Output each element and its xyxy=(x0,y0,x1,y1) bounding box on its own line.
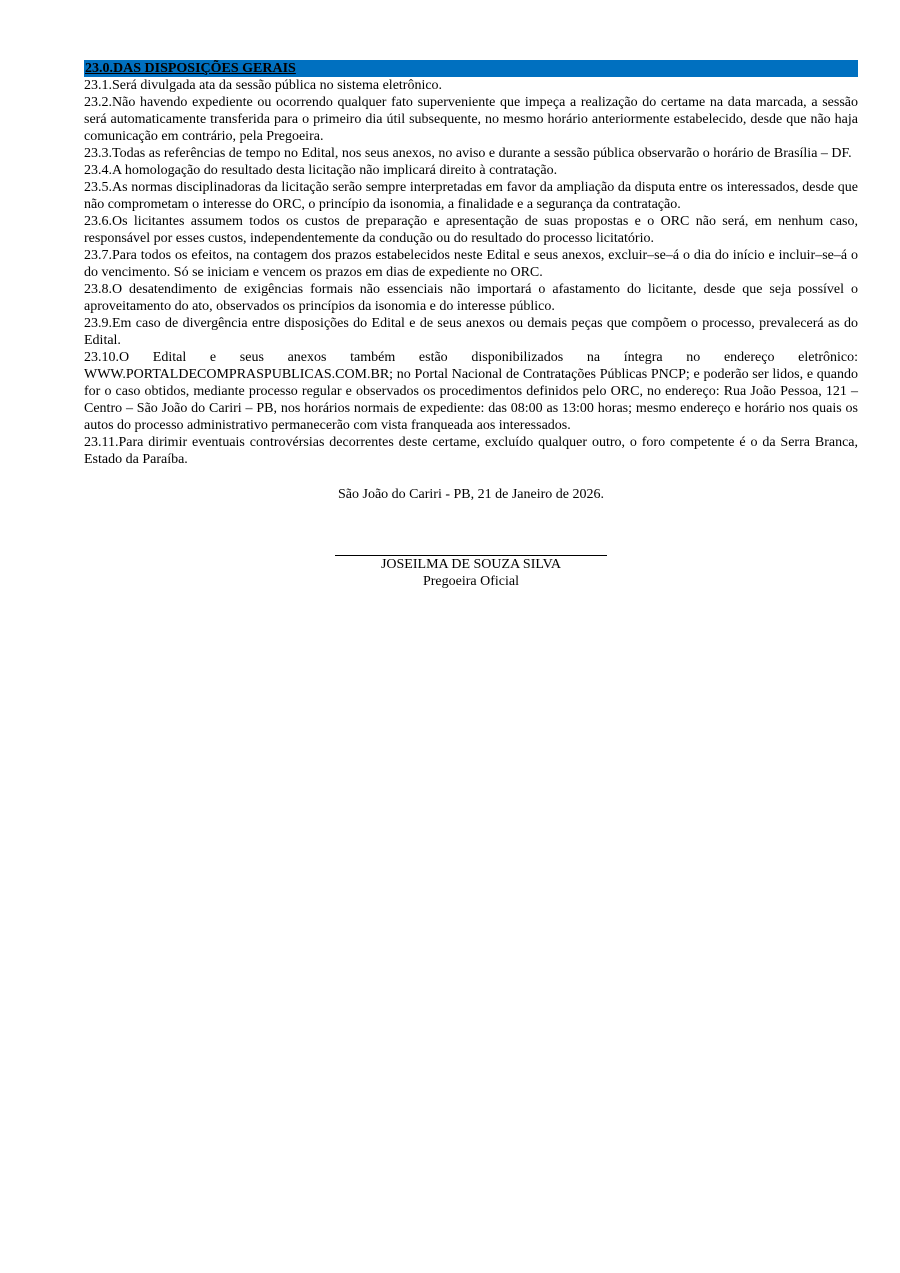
clause-23-3: 23.3.Todas as referências de tempo no Edital, nos seus anexos, no aviso e durante a sessão pública observarão o horário de Brasília – DF. xyxy=(84,146,852,161)
clause-23-11: 23.11.Para dirimir eventuais controvérsias decorrentes deste certame, excluído qualquer outro, o foro competente é o da Serra Branca, Estado da Paraíba. xyxy=(84,435,858,467)
clause-list xyxy=(84,77,858,468)
clause-23-7: 23.7.Para todos os efeitos, na contagem dos prazos estabelecidos neste Edital e seus anexos, excluir–se–á o dia do início e incluir–se–á o do vencimento. Só se iniciam e vencem os prazos em dias de expediente no ORC. xyxy=(84,248,858,280)
section-title: 23.0.DAS DISPOSIÇÕES GERAIS xyxy=(84,60,858,77)
clause-23-9: 23.9.Em caso de divergência entre disposições do Edital e de seus anexos ou demais peças que compõem o processo, prevalecerá as do Edital. xyxy=(84,316,858,348)
clause-23-4: 23.4.A homologação do resultado desta licitação não implicará direito à contratação. xyxy=(84,163,558,178)
clause-23-8: 23.8.O desatendimento de exigências formais não essenciais não importará o afastamento do licitante, desde que seja possível o aproveitamento do ato, observados os princípios da isonomia e do interesse público. xyxy=(84,282,858,314)
clause-23-2: 23.2.Não havendo expediente ou ocorrendo qualquer fato superveniente que impeça a realização do certame na data marcada, a sessão será automaticamente transferida para o primeiro dia útil subsequente, no mesmo horário anteriormente estabelecido, desde que não haja comunicação em contrário, pela Pregoeira. xyxy=(84,95,858,144)
document-page xyxy=(84,60,858,590)
signature-block xyxy=(84,555,858,590)
location-date: São João do Cariri - PB, 21 de Janeiro de 2026. xyxy=(338,487,604,502)
clause-23-10: 23.10.O Edital e seus anexos também estão disponibilizados na íntegra no endereço eletrônico: WWW.PORTALDECOMPRASPUBLICAS.COM.BR; no Portal Nacional de Contratações Públicas PNCP; e poderão ser lidos, e quando for o caso obtidos, mediante processo regular e observados os procedimentos definidos pelo ORC, no endereço: Rua João Pessoa, 121 – Centro – São João do Cariri – PB, nos horários normais de expediente: das 08:00 as 13:00 horas; mesmo endereço e horário nos quais os autos do processo administrativo permanecerão com vista franqueada aos interessados. xyxy=(84,350,858,433)
clause-23-5: 23.5.As normas disciplinadoras da licitação serão sempre interpretadas em favor da ampliação da disputa entre os interessados, desde que não comprometam o interesse do ORC, o princípio da isonomia, a finalidade e a segurança da contratação. xyxy=(84,180,858,212)
clause-23-6: 23.6.Os licitantes assumem todos os custos de preparação e apresentação de suas propostas e o ORC não será, em nenhum caso, responsável por esses custos, independentemente da condução ou do resultado do processo licitatório. xyxy=(84,214,858,246)
signer-name: JOSEILMA DE SOUZA SILVA xyxy=(380,557,562,572)
clause-23-1: 23.1.Será divulgada ata da sessão pública no sistema eletrônico. xyxy=(84,78,443,93)
signer-role: Pregoeira Oficial xyxy=(422,574,519,589)
